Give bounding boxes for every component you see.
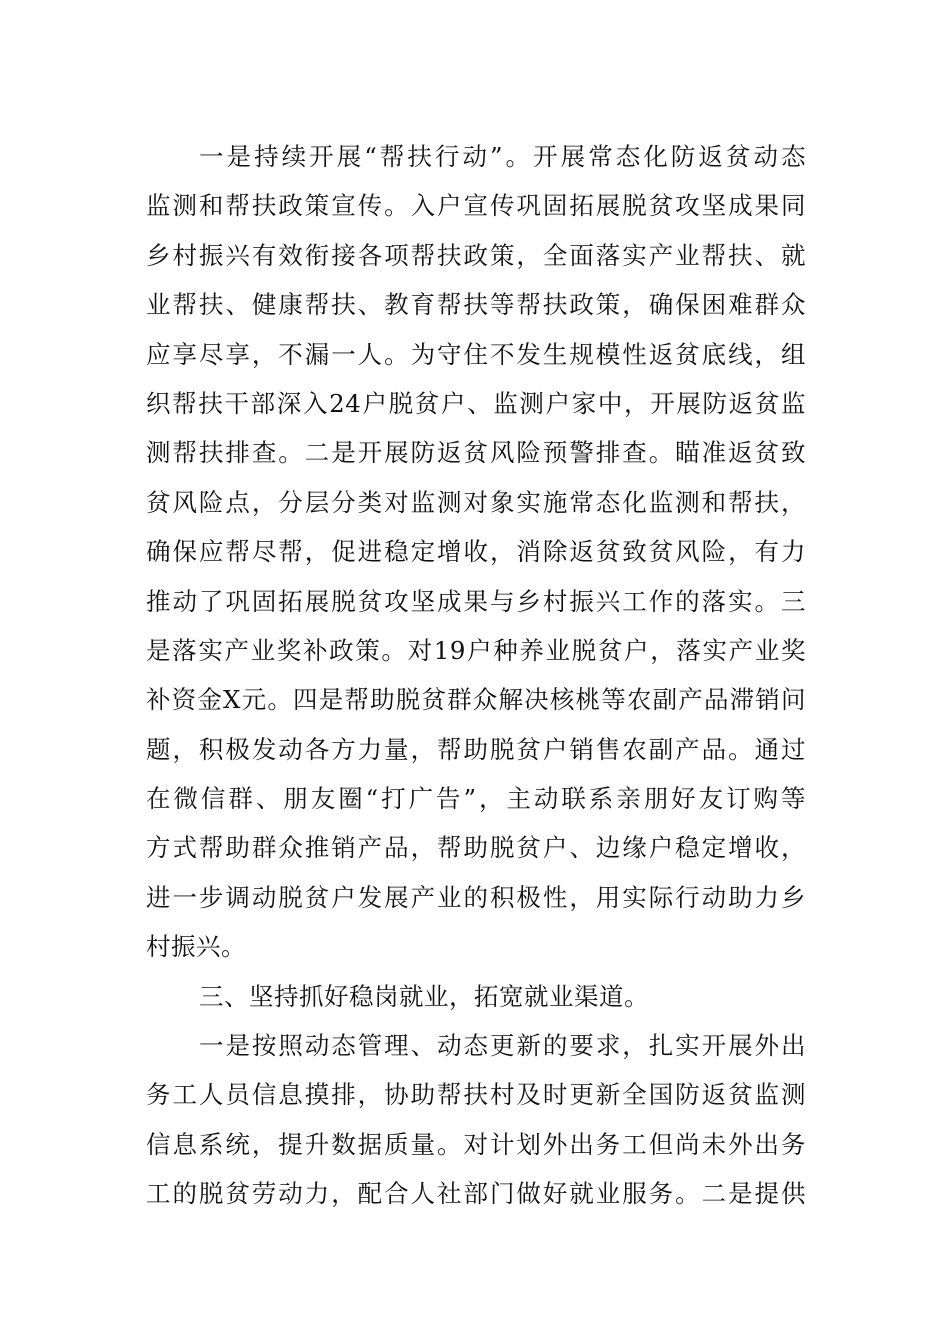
text-line: 织帮扶干部深入24户脱贫户、监测户家中，开展防返贫监 <box>146 388 806 418</box>
text-line: 进一步调动脱贫户发展产业的积极性，用实际行动助力乡 <box>146 882 806 912</box>
text-line: 一是按照动态管理、动态更新的要求，扎实开展外出 <box>199 1031 806 1061</box>
text-line: 贫风险点，分层分类对监测对象实施常态化监测和帮扶， <box>146 487 806 517</box>
text-line: 监测和帮扶政策宣传。入户宣传巩固拓展脱贫攻坚成果同 <box>146 191 806 221</box>
text-line: 应享尽享，不漏一人。为守住不发生规模性返贫底线，组 <box>146 339 806 369</box>
text-line: 测帮扶排查。二是开展防返贫风险预警排查。瞄准返贫致 <box>146 438 806 468</box>
text-line: 村振兴。 <box>146 932 246 962</box>
text-line: 是落实产业奖补政策。对19户种养业脱贫户，落实产业奖 <box>146 635 806 665</box>
text-line: 业帮扶、健康帮扶、教育帮扶等帮扶政策，确保困难群众 <box>146 290 806 320</box>
body-text <box>146 132 806 1219</box>
text-line: 补资金X元。四是帮助脱贫群众解决核桃等农副产品滞销问 <box>146 685 806 715</box>
text-line: 题，积极发动各方力量，帮助脱贫户销售农副产品。通过 <box>146 734 806 764</box>
text-line: 方式帮助群众推销产品，帮助脱贫户、边缘户稳定增收， <box>146 833 806 863</box>
text-line: 务工人员信息摸排，协助帮扶村及时更新全国防返贫监测 <box>146 1080 806 1110</box>
text-line: 确保应帮尽帮，促进稳定增收，消除返贫致贫风险，有力 <box>146 537 806 567</box>
text-line: 工的脱贫劳动力，配合人社部门做好就业服务。二是提供 <box>146 1179 806 1209</box>
text-line: 三、坚持抓好稳岗就业，拓宽就业渠道。 <box>199 981 649 1011</box>
text-line: 乡村振兴有效衔接各项帮扶政策，全面落实产业帮扶、就 <box>146 240 806 270</box>
text-line: 信息系统，提升数据质量。对计划外出务工但尚未外出务 <box>146 1129 806 1159</box>
text-line: 推动了巩固拓展脱贫攻坚成果与乡村振兴工作的落实。三 <box>146 586 806 616</box>
text-line: 在微信群、朋友圈“打广告”，主动联系亲朋好友订购等 <box>146 784 806 814</box>
text-line: 一是持续开展“帮扶行动”。开展常态化防返贫动态 <box>199 142 806 171</box>
